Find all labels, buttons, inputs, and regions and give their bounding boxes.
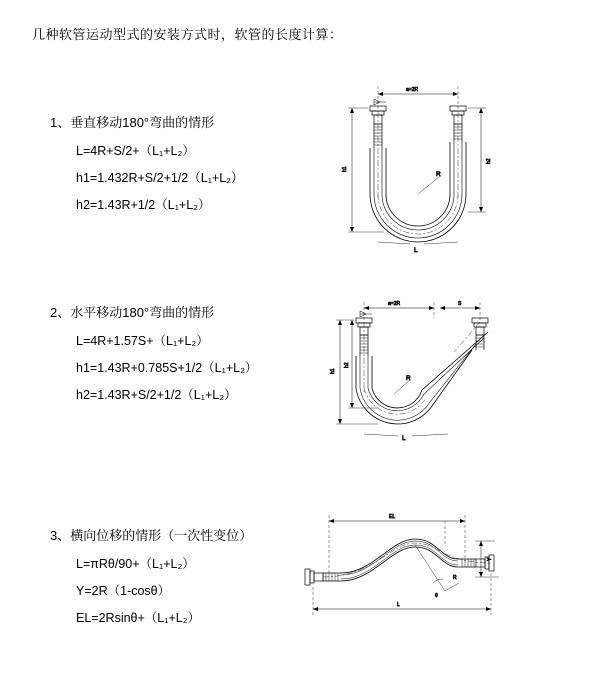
horizontal-180-bend-diagram: [318, 288, 503, 453]
figure-2-dim-top2-label: S: [458, 301, 462, 307]
section-3-formula-2: Y=2R（1-cosθ）: [76, 584, 171, 598]
section-1-formula-1: L=4R+S/2+（L₁+L₂）: [76, 144, 195, 158]
section-2: [50, 302, 257, 412]
figure-1: [318, 72, 498, 272]
section-1-formula-3: h2=1.43R+1/2（L₁+L₂）: [76, 198, 211, 212]
figure-3-dim-top-label: EL: [389, 514, 396, 520]
figure-1-label-bottom: L: [414, 247, 418, 254]
figure-1-dim-top-label: a=2R: [406, 87, 419, 93]
section-2-title: 2、水平移动180°弯曲的情形: [50, 305, 215, 320]
vertical-180-bend-diagram: [318, 72, 498, 267]
figure-1-dim-h1: h1: [342, 166, 348, 172]
figure-3-label-theta: θ: [435, 593, 438, 599]
section-2-formula-1: L=4R+1.57S+（L₁+L₂）: [76, 334, 209, 348]
section-2-formula-3: h2=1.43R+S/2+1/2（L₁+L₂）: [76, 388, 237, 402]
figure-3: [295, 505, 505, 635]
figure-1-dim-h2: h2: [486, 158, 492, 164]
figure-3-label-radius: R: [453, 575, 457, 581]
section-1-title: 1、垂直移动180°弯曲的情形: [50, 115, 215, 130]
figure-2-dim-h1: h1: [330, 368, 336, 374]
figure-2-label-radius: R: [406, 375, 411, 382]
figure-2: [318, 288, 503, 458]
section-2-formula-2: h1=1.43R+0.785S+1/2（L₁+L₂）: [76, 361, 258, 375]
figure-3-dim-y: Y: [487, 557, 493, 561]
section-3: [50, 525, 252, 635]
section-1: [50, 112, 244, 222]
figure-2-label-bottom: L: [402, 435, 406, 442]
figure-2-dim-h2: h2: [344, 362, 350, 368]
section-3-title: 3、横向位移的情形（一次性变位）: [50, 528, 253, 543]
section-3-formula-3: EL=2Rsinθ+（L₁+L₂）: [76, 611, 201, 625]
figure-2-dim-top-label: a=2R: [388, 301, 401, 307]
figure-1-label-radius: R: [436, 171, 441, 178]
figure-3-label-bottom: L: [397, 602, 400, 608]
section-3-formula-1: L=πRθ/90+（L₁+L₂）: [76, 557, 195, 571]
lateral-offset-diagram: [295, 505, 505, 630]
section-1-formula-2: h1=1.432R+S/2+1/2（L₁+L₂）: [76, 171, 244, 185]
page-title: 几种软管运动型式的安装方式时，软管的长度计算：: [32, 27, 343, 42]
